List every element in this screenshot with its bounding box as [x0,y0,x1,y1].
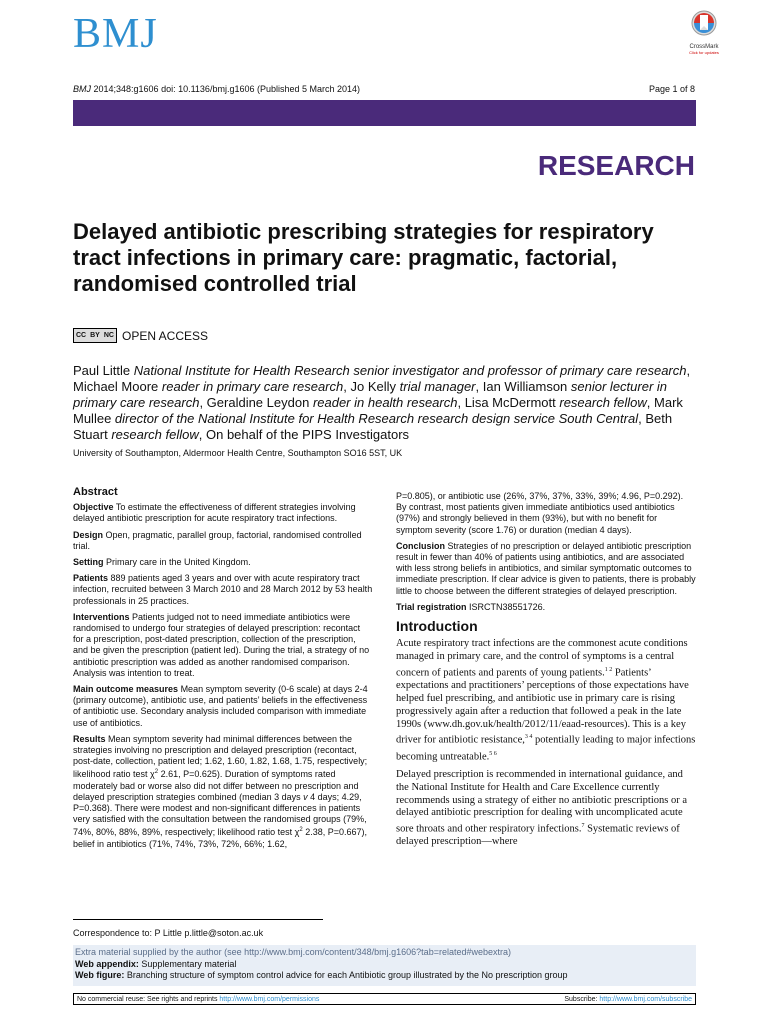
web-appendix-text: Supplementary material [138,958,237,969]
footer-left [77,996,319,1003]
extra-material-box [73,945,696,986]
abstract-results [73,734,373,850]
cc-license-icon[interactable] [73,328,117,343]
author-role: director of the National Institute for Health Research research design service South Central [114,411,639,426]
web-appendix-label: Web appendix: [75,958,139,969]
patients-text: 889 patients aged 3 years and over with acute respiratory tract infection, recruited between 3 March 2010 and 28 March 2012 by 53 health professionals in 25 practices. [73,573,373,606]
abstract-column-left [73,487,373,855]
ref-3-4[interactable]: 3 4 [524,734,533,741]
footnote-rule [73,919,323,920]
author-role: National Institute for Health Research senior investigator and professor of primary care research [133,363,687,378]
permissions-link[interactable]: http://www.bmj.com/permissions [219,995,320,1003]
article-title: Delayed antibiotic prescribing strategies for respiratory tract infections in primary care: pragmatic, factorial, randomised controlled trial [73,219,654,296]
interventions-label: Interventions [73,611,130,622]
abstract-interventions [73,612,373,679]
open-access-label: OPEN ACCESS [121,328,209,343]
web-figure-text: Branching structure of symptom control advice for each Antibiotic group illustrated by the No prescription group [124,970,568,980]
abstract-heading: Abstract [73,486,118,498]
conclusion-label: Conclusion [396,540,445,551]
conclusion-text: Strategies of no prescription or delayed antibiotic prescription result in fewer than 40% of patients using antibiotics, and are associated with less strong beliefs in antibiotics, and similar symptomatic outcomes to immediate prescription. If clear advice is given to patients, there is probably little to choose between the different strategies of delayed prescription. [396,540,696,596]
header-band [73,100,696,126]
abstract-objective [73,502,373,524]
author-role: reader in primary care research [161,379,344,394]
journal-logo: BMJ [73,11,158,57]
author-name: Mark Mullee [73,395,683,426]
outcome-label: Main outcome measures [73,684,179,695]
interventions-text: Patients judged not to need immediate antibiotics were randomised to undergo four strategies of delayed prescription: recontact for a prescription, post-dated prescription, collection of the prescription, and be given the prescription (patient led). During the trial, a strategy of no antibiotic prescription was added as another randomised comparison. Analysis was intention to treat. [73,611,370,678]
web-appendix [73,959,696,971]
citation-journal: BMJ [73,84,91,94]
abstract-setting [73,557,373,568]
abstract-column-right [396,491,696,854]
page-number: Page 1 of 8 [648,84,695,94]
cc-badge-cc: CC [76,332,87,339]
page-footer [73,993,696,1005]
crossmark-icon [691,10,717,38]
author-list: Paul Little National Institute for Health Research senior investigator and professor of primary care research, Michael Moore reader in primary care research, Jo Kelly trial manager, Ian Williamson senior lecturer in primary care research, Geraldine Leydon reader in health research, Lisa McDermott research fellow, Mark Mullee director of the National Institute for Health Research research design service South Central, Beth Stuart research fellow, On behalf of the PIPS Investigators [73,363,691,442]
results-text-a: Mean symptom severity had minimal differences between the strategies involving no prescription and delayed prescription (recontact, post-date, collection, patient led; 1.62, 1.60, 1.82, 1.68, 1.75, respectively; likelihood ratio test χ [73,733,368,780]
intro-p1-b: Patients’ expectations and practitioners’ perceptions of those expectations have helped fuel prescribing, and antibiotic use in primary care is rising progressively again after a reduction that followed a peak in the late 1990s (www.dh.gov.uk/health/2012/11/eaad-resources). This is a key driver for antibiotic resistance, [396,667,689,746]
introduction-body [396,638,696,849]
patients-label: Patients [73,573,109,584]
crossmark-label: CrossMark [689,44,719,50]
results-text-b: 2.61, P=0.625). Duration of symptoms rated moderately bad or worse also did not differ between no prescription and delayed prescription strategies combined (median 3 days [73,769,359,802]
intro-paragraph-2 [396,769,696,849]
author-name: Paul Little [73,363,131,378]
citation [73,84,360,94]
ref-7[interactable]: 7 [581,823,585,830]
intro-p2-b: Systematic reviews of delayed prescription—where [396,823,680,848]
results-text-d: 2.38, P=0.667), belief in antibiotics (71%, 74%, 73%, 72%, 66%; 1.62, [73,827,367,849]
abstract-outcomes [73,684,373,729]
trial-registration [396,602,696,613]
cc-badge-by: BY [90,332,100,339]
extra-material-note[interactable]: Extra material supplied by the author (see http://www.bmj.com/content/348/bmj.g1606?tab=related#webextra) [75,947,511,957]
author-role: senior lecturer in primary care research [73,379,668,410]
registration-text: ISRCTN38551726. [469,601,546,612]
author-role: reader in health research [312,395,458,410]
author-role: trial manager [399,379,476,394]
crossmark-badge[interactable] [682,10,726,55]
citation-details: 2014;348:g1606 doi: 10.1136/bmj.g1606 (Published 5 March 2014) [91,84,361,94]
results-sup-c: 2 [299,827,303,834]
registration-label: Trial registration [396,601,467,612]
author-name: Michael Moore [73,379,159,394]
introduction-heading: Introduction [396,618,478,635]
setting-label: Setting [73,557,104,568]
ref-1-2[interactable]: 1 2 [604,666,613,673]
objective-label: Objective [73,502,114,513]
author-role: research fellow [111,427,199,442]
intro-p1-c: potentially leading to major infections becoming untreatable. [396,734,696,763]
outcome-text: Mean symptom severity (0-6 scale) at days 2-4 (primary outcome), antibiotic use, and patients’ beliefs in the effectiveness of antibiotic use. Secondary analysis included comparison with immediate use of antibiotics. [73,684,368,728]
objective-text: To estimate the effectiveness of different strategies involving delayed antibiotic prescription for acute respiratory tract infections. [73,502,356,524]
abstract-conclusion [396,541,696,597]
section-label: RESEARCH [537,150,695,181]
author-role: research fellow [559,395,647,410]
ref-5-6[interactable]: 5 6 [489,750,497,757]
intro-p1-a: Acute respiratory tract infections are the commonest acute conditions managed in primary care, and the control of symptoms is a central concern of patients and parents of young patients. [396,638,688,679]
web-figure-label: Web figure: [75,970,125,980]
results-v: v [303,791,308,802]
abstract-design [73,530,373,552]
results-text-c: 4 days; 4.29, P=0.368). There were modest and non-significant differences in patients very satisfied with the consultation between the randomised groups (79%, 74%, 80%, 88%, 89%, respectively; likelihood ratio test χ [73,791,367,838]
crossmark-sub: Click for updates [689,50,719,55]
footer-right [564,996,692,1003]
web-figure [73,970,696,982]
authors-group: On behalf of the PIPS Investigators [205,427,410,442]
setting-text: Primary care in the United Kingdom. [106,557,251,568]
footer-rights-text: No commercial reuse: See rights and reprints [77,995,220,1003]
cc-badge-nc: NC [103,332,114,339]
design-label: Design [73,529,104,540]
subscribe-link[interactable]: http://www.bmj.com/subscribe [599,995,692,1003]
footer-subscribe-text: Subscribe: [564,995,600,1003]
author-name: Ian Williamson [482,379,568,394]
results-continued: P=0.805), or antibiotic use (26%, 37%, 37%, 33%, 39%; 4.96, P=0.292). By contrast, most patients given immediate antibiotics used antibiotics (97%) and strongly believed in them (93%), but with no benefit for symptom severity (score 1.76) or duration (median 4 days). [396,491,684,535]
author-name: Beth Stuart [73,411,673,442]
design-text: Open, pragmatic, parallel group, factorial, randomised controlled trial. [73,529,362,551]
author-name: Geraldine Leydon [206,395,310,410]
affiliation: University of Southampton, Aldermoor Health Centre, Southampton SO16 5ST, UK [73,448,403,458]
correspondence: Correspondence to: P Little p.little@soton.ac.uk [73,928,264,938]
results-label: Results [73,733,106,744]
intro-p2-a: Delayed prescription is recommended in international guidance, and the National Institute for Health and Care Excellence currently recommends using a strategy of either no antibiotic prescriptions or a delayed antibiotic prescription for dealing with uncomplicated acute sore throats and other respiratory infections. [396,768,688,835]
abstract-patients [73,573,373,607]
open-access [73,328,208,343]
author-name: Lisa McDermott [464,395,556,410]
author-name: Jo Kelly [350,379,397,394]
results-sup-a: 2 [154,769,159,776]
intro-paragraph-1 [396,638,696,764]
